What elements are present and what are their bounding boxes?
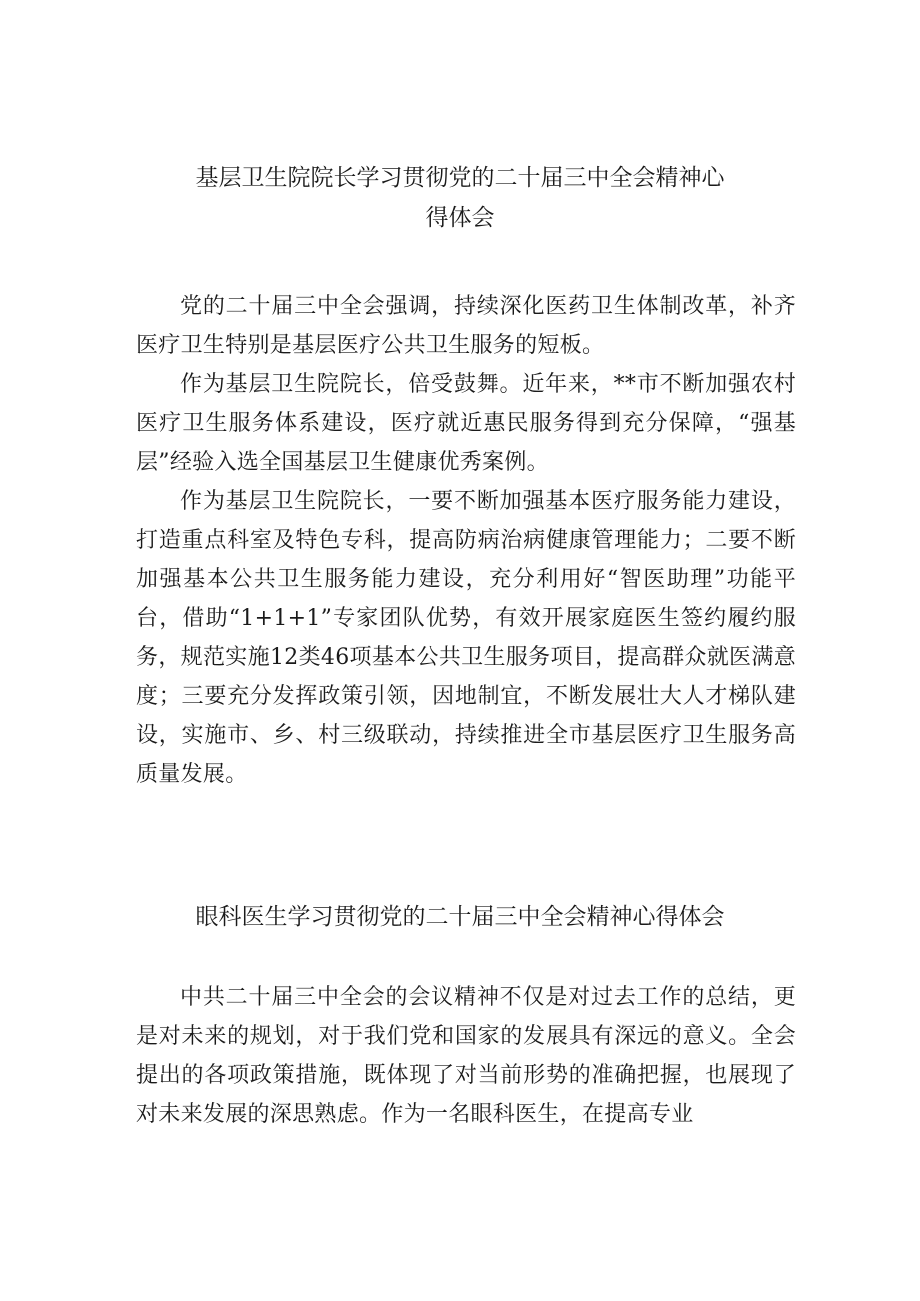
article1-paragraph: 党的二十届三中全会强调，持续深化医药卫生体制改革，补齐医疗卫生特别是基层医疗公共卫生服务的短板。 bbox=[136, 294, 796, 358]
article1-title bbox=[136, 158, 784, 238]
article1-body bbox=[136, 287, 796, 794]
article1-paragraph: 作为基层卫生院院长，倍受鼓舞。近年来，**市不断加强农村医疗卫生服务体系建设，医疗就近惠民服务得到充分保障，“强基层”经验入选全国基层卫生健康优秀案例。 bbox=[136, 372, 796, 475]
article1-title-line1: 基层卫生院院长学习贯彻党的二十届三中全会精神心 bbox=[195, 165, 725, 191]
article2-body bbox=[136, 978, 796, 1134]
article1-title-line2: 得体会 bbox=[425, 205, 495, 231]
article1-paragraph: 作为基层卫生院院长，一要不断加强基本医疗服务能力建设，打造重点科室及特色专科，提高防病治病健康管理能力；二要不断加强基本公共卫生服务能力建设，充分利用好“智医助理”功能平台，借助“1+1+1”专家团队优势，有效开展家庭医生签约履约服务，规范实施12类46项基本公共卫生服务项目，提高群众就医满意度；三要充分发挥政策引领，因地制宜，不断发展壮大人才梯队建设，实施市、乡、村三级联动，持续推进全市基层医疗卫生服务高质量发展。 bbox=[136, 489, 796, 787]
article2-title: 眼科医生学习贯彻党的二十届三中全会精神心得体会 bbox=[195, 904, 725, 930]
article2-paragraph: 中共二十届三中全会的会议精神不仅是对过去工作的总结，更是对未来的规划，对于我们党和国家的发展具有深远的意义。全会提出的各项政策措施，既体现了对当前形势的准确把握，也展现了对未来发展的深思熟虑。作为一名眼科医生，在提高专业 bbox=[136, 985, 796, 1127]
